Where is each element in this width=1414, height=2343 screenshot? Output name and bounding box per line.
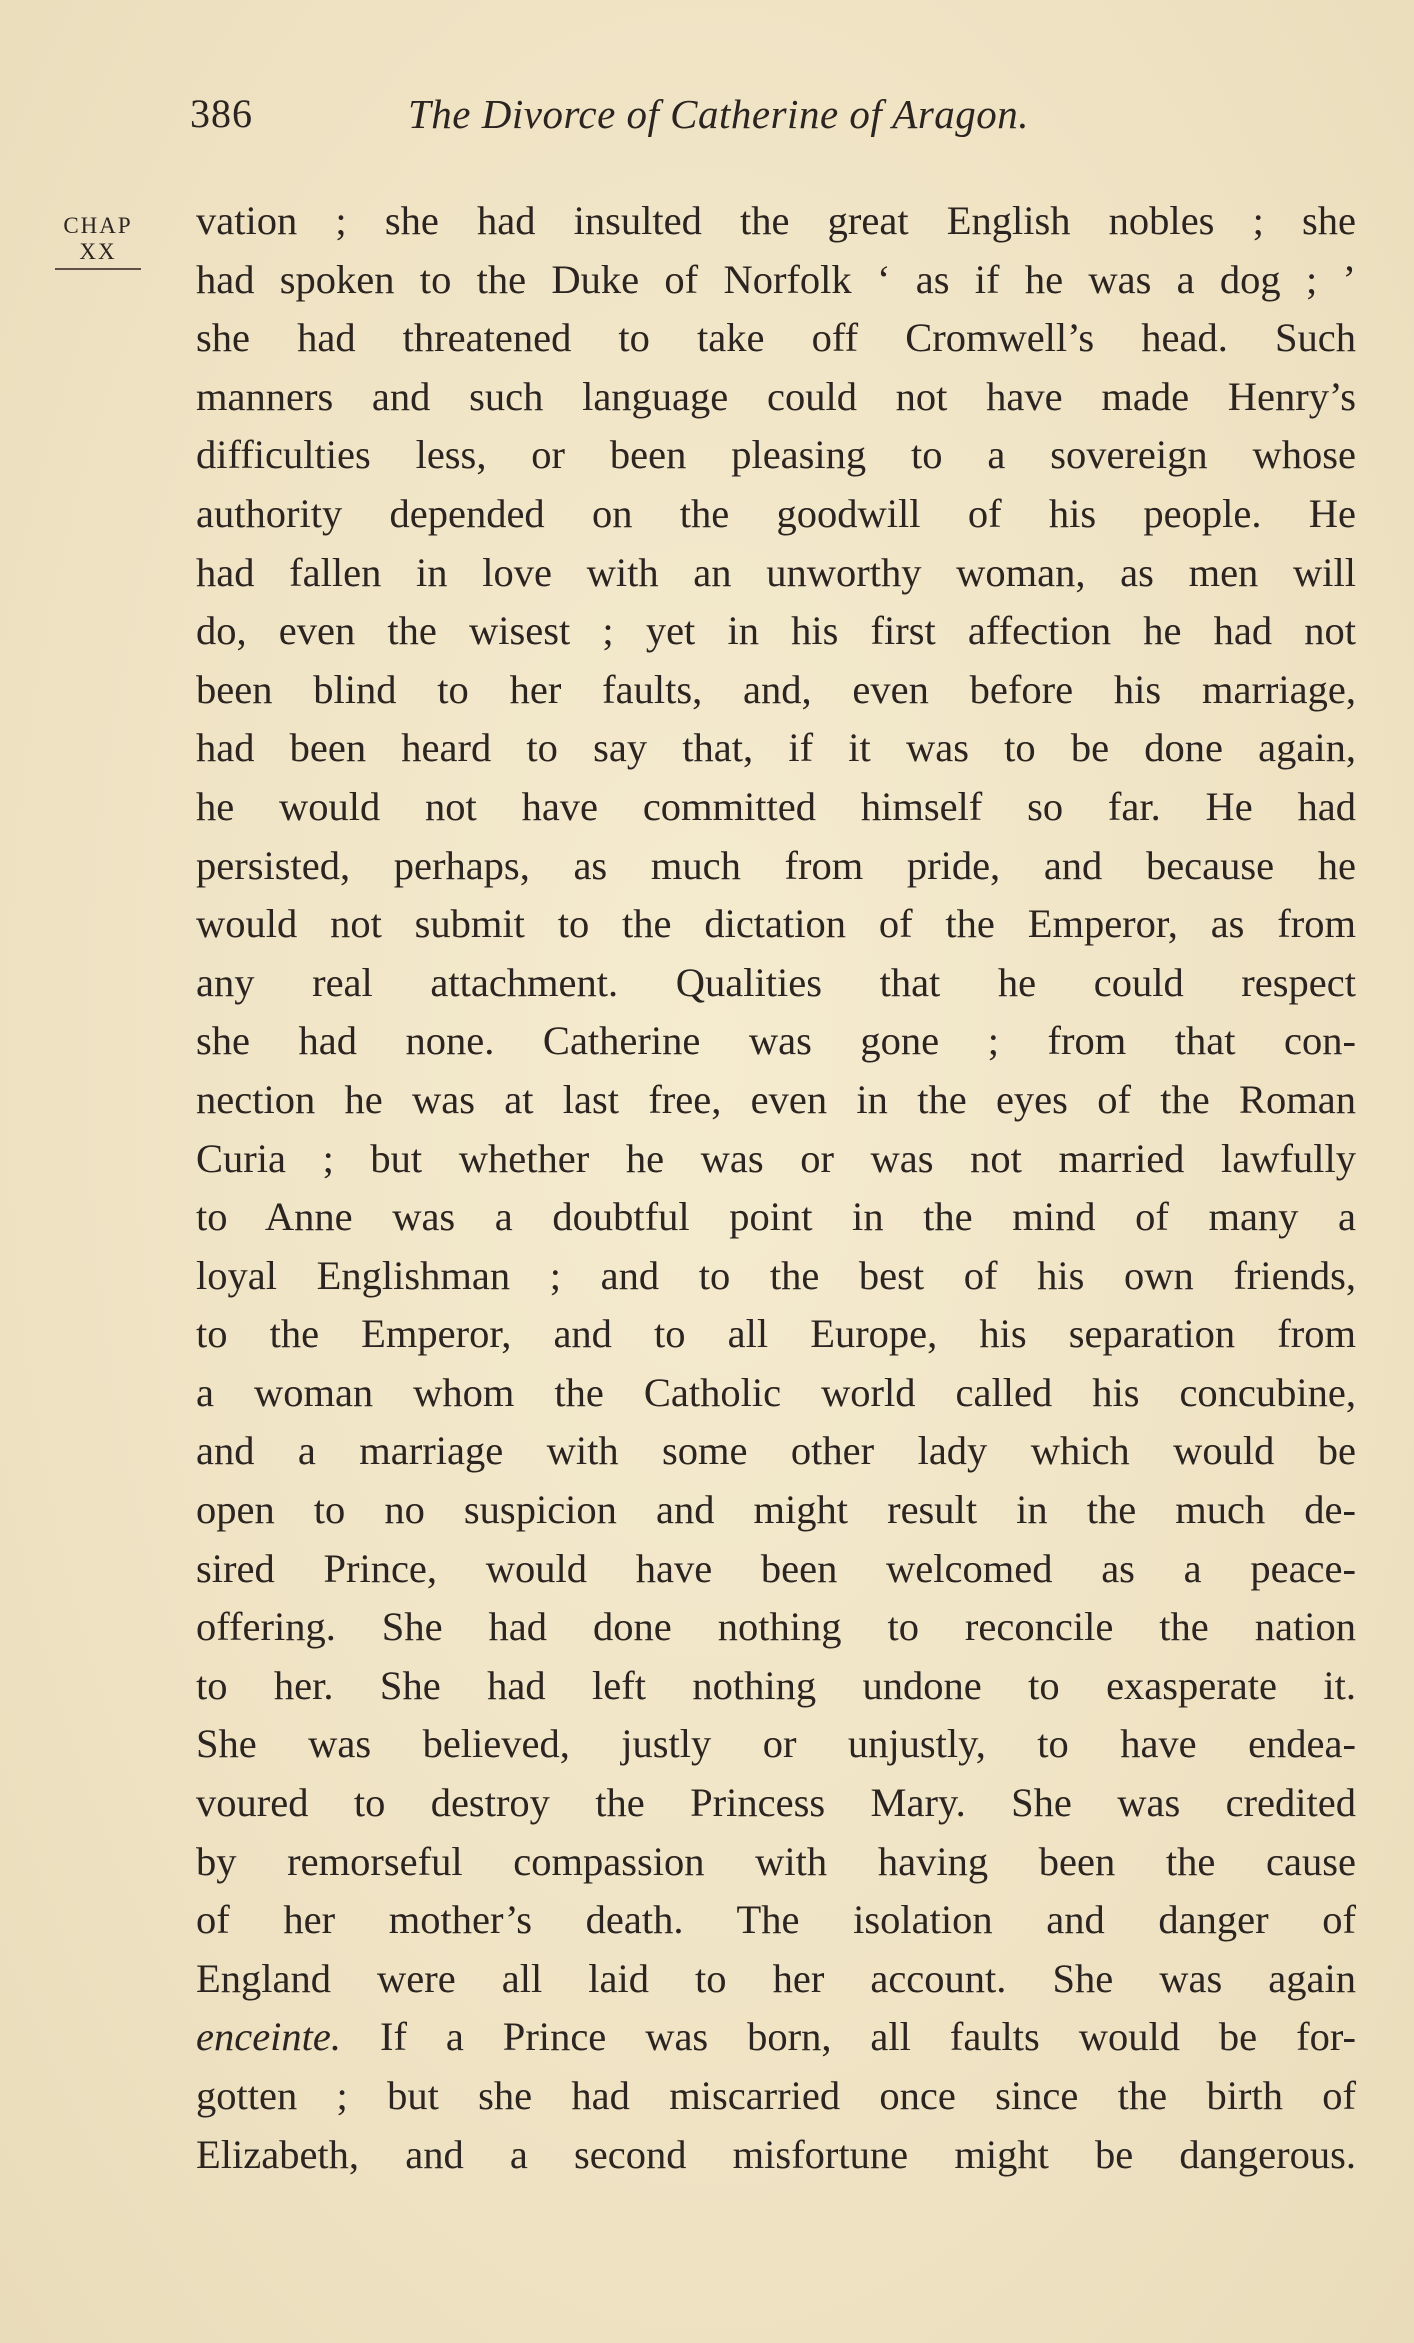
text-line: he would not have committed himself so far. He had bbox=[196, 783, 1356, 829]
text-line: England were all laid to her account. She was again bbox=[196, 1955, 1356, 2001]
text-line: Elizabeth, and a second misfortune might be dangerous. bbox=[196, 2131, 1356, 2177]
text-line: persisted, perhaps, as much from pride, and because he bbox=[196, 842, 1356, 888]
text-line: she had threatened to take off Cromwell’s head. Such bbox=[196, 315, 1356, 361]
text-line: difficulties less, or been pleasing to a sovereign whose bbox=[196, 432, 1356, 478]
text-line: She was believed, justly or unjustly, to have endea- bbox=[196, 1721, 1356, 1767]
text-line: by remorseful compassion with having been the cause bbox=[196, 1838, 1356, 1884]
text-line: nection he was at last free, even in the eyes of the Roman bbox=[196, 1076, 1356, 1122]
text-line: manners and such language could not have made Henry’s bbox=[196, 373, 1356, 419]
text-line: do, even the wisest ; yet in his first affection he had not bbox=[196, 608, 1356, 654]
text-line: vation ; she had insulted the great English nobles ; she bbox=[196, 198, 1356, 243]
text-line: voured to destroy the Princess Mary. She was credited bbox=[196, 1780, 1356, 1826]
text-line: and a marriage with some other lady which would be bbox=[196, 1428, 1356, 1474]
page-number: 386 bbox=[190, 91, 253, 136]
italic-word: enceinte. bbox=[196, 2014, 342, 2060]
text-line: been blind to her faults, and, even before his marriage, bbox=[196, 666, 1356, 712]
italic-line-rest: If a Prince was born, all faults would be for- bbox=[341, 2014, 1356, 2060]
text-line: had spoken to the Duke of Norfolk ‘ as if he was a dog ; ’ bbox=[196, 256, 1356, 302]
text-line: any real attachment. Qualities that he could respect bbox=[196, 959, 1356, 1005]
text-line-italic bbox=[196, 2008, 1356, 2067]
text-line: gotten ; but she had miscarried once since the birth of bbox=[196, 2073, 1356, 2118]
text-line: offering. She had done nothing to reconcile the nation bbox=[196, 1604, 1356, 1650]
text-line: of her mother’s death. The isolation and danger of bbox=[196, 1897, 1356, 1943]
text-line: Curia ; but whether he was or was not married lawfully bbox=[196, 1135, 1356, 1181]
chapter-label: CHAP bbox=[63, 213, 133, 238]
text-line: open to no suspicion and might result in the much de- bbox=[196, 1487, 1356, 1533]
text-line: authority depended on the goodwill of his people. He bbox=[196, 490, 1356, 536]
text-line: would not submit to the dictation of the Emperor, as from bbox=[196, 901, 1356, 947]
chapter-rule bbox=[55, 268, 141, 270]
text-line: to the Emperor, and to all Europe, his separation from bbox=[196, 1311, 1356, 1357]
body-text bbox=[196, 192, 1356, 2184]
text-line: a woman whom the Catholic world called his concubine, bbox=[196, 1369, 1356, 1415]
text-line: had fallen in love with an unworthy woman, as men will bbox=[196, 549, 1356, 595]
running-head bbox=[190, 90, 1380, 150]
text-line: she had none. Catherine was gone ; from that con- bbox=[196, 1018, 1356, 1064]
text-line: sired Prince, would have been welcomed as a peace- bbox=[196, 1545, 1356, 1591]
text-line: loyal Englishman ; and to the best of his own friends, bbox=[196, 1252, 1356, 1298]
text-line: had been heard to say that, if it was to be done again, bbox=[196, 725, 1356, 771]
running-title: The Divorce of Catherine of Aragon. bbox=[408, 91, 1030, 137]
text-line: to Anne was a doubtful point in the mind of many a bbox=[196, 1194, 1356, 1240]
chapter-number: XX bbox=[79, 239, 117, 265]
chapter-margin-note bbox=[48, 213, 148, 270]
text-line: to her. She had left nothing undone to exasperate it. bbox=[196, 1662, 1356, 1708]
